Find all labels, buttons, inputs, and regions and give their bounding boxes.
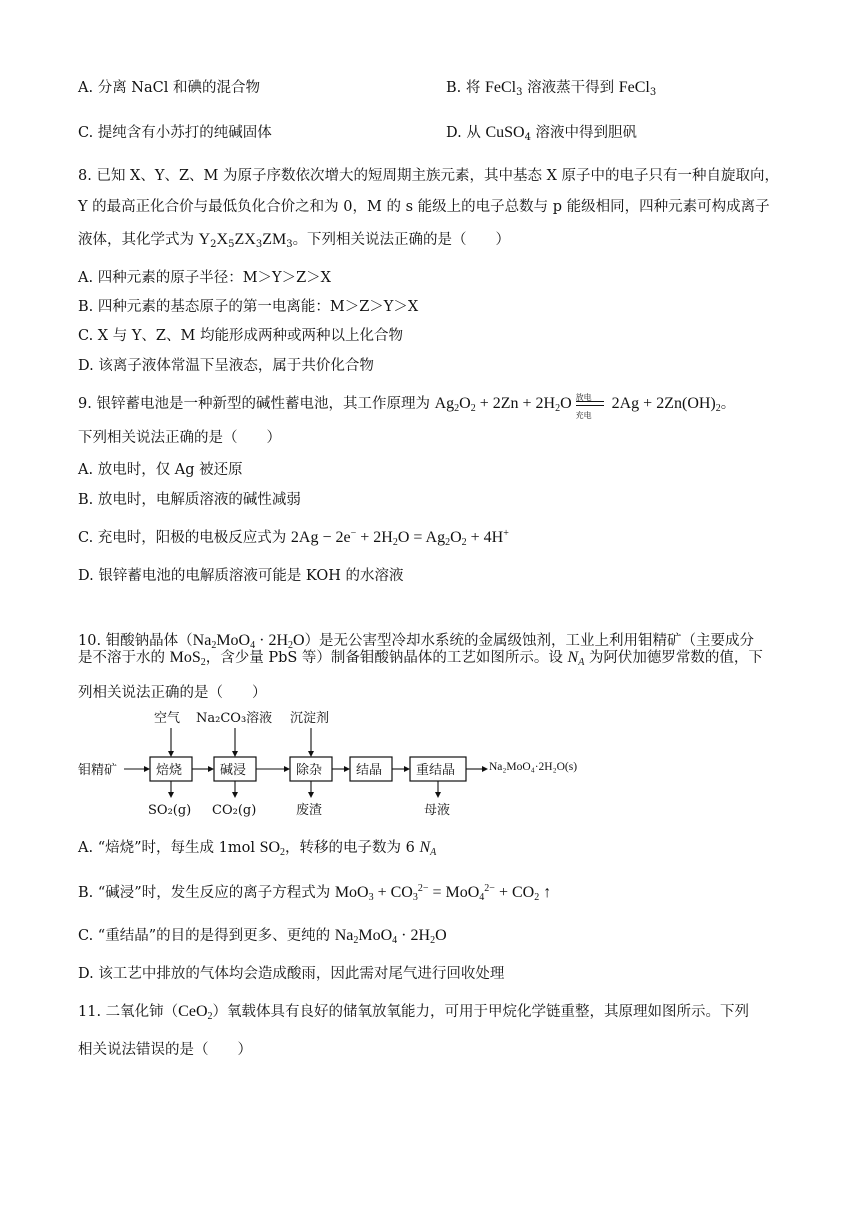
arrowhead-icon bbox=[482, 766, 488, 772]
arrowhead-icon bbox=[435, 792, 441, 798]
flow-step-leach-label: 碱浸 bbox=[220, 763, 247, 778]
q9-stem-line1: 9. 银锌蓄电池是一种新型的碱性蓄电池，其工作原理为 $Ag_2O_2 + 2Zn + 2H_2O$ 放电 充电 $2Ag + 2Zn(OH)_2$。 bbox=[78, 393, 736, 420]
q8-option-d: D. 该离子液体常温下呈液态，属于共价化合物 bbox=[78, 358, 374, 374]
q11-stem-line1: 11. 二氧化铈（CeO$_2$）氧载体具有良好的储氧放氧能力，可用于甲烷化学链重整，其原理如图所示。下列 bbox=[78, 1003, 749, 1022]
process-flow-diagram bbox=[78, 708, 638, 824]
q9-option-a: A. 放电时，仅 Ag 被还原 bbox=[78, 462, 243, 478]
arrowhead-icon bbox=[344, 766, 350, 772]
flow-input-air: 空气 bbox=[154, 711, 181, 726]
q10-option-c: C. “重结晶”的目的是得到更多、更纯的 $Na_2MoO_4 \cdot 2H_2O$ bbox=[78, 927, 447, 946]
q11-stem-line2: 相关说法错误的是（ ） bbox=[78, 1042, 252, 1058]
arrowhead-icon bbox=[168, 792, 174, 798]
arrowhead-icon bbox=[404, 766, 410, 772]
q9-option-d: D. 银锌蓄电池的电解质溶液可能是 KOH 的水溶液 bbox=[78, 568, 404, 584]
q8-option-a: A. 四种元素的原子半径：M＞Y＞Z＞X bbox=[78, 270, 332, 286]
q10-option-d: D. 该工艺中排放的气体均会造成酸雨，因此需对尾气进行回收处理 bbox=[78, 966, 505, 982]
q8-stem-line2: Y 的最高正化合价与最低负化合价之和为 0，M 的 s 能级上的电子总数与 p 能级相同，四种元素可构成离子 bbox=[78, 199, 770, 215]
flow-step-recrystallize-label: 重结晶 bbox=[416, 763, 456, 778]
q10-option-a: A. “焙烧”时，每生成 1mol $SO_2$，转移的电子数为 6 $N_A$ bbox=[78, 839, 437, 858]
flow-feed-label: 钼精矿 bbox=[78, 763, 118, 778]
reversible-arrow-icon: 放电 充电 bbox=[572, 394, 608, 414]
q8-stem-line3: 液体，其化学式为 $Y_2X_5ZX_3ZM_3$。下列相关说法正确的是（ ） bbox=[78, 231, 511, 250]
flow-product: Na₂MoO₄·2H₂O(s) bbox=[489, 761, 578, 773]
q7-option-d: D. 从 CuSO$_4$ 溶液中得到胆矾 bbox=[446, 124, 638, 143]
flow-step-crystallize-label: 结晶 bbox=[356, 763, 383, 778]
q9-option-c: C. 充电时，阳极的电极反应式为 $2Ag - 2e^- + 2H_2O = Ag_2O_2 + 4H^+$ bbox=[78, 528, 509, 548]
q10-stem-line1: 10. 钼酸钠晶体$(Na_2MoO_4 \cdot 2H_2O)$是无公害型冷却水系统的金属级蚀剂，工业上利用钼精矿（主要成分 bbox=[78, 632, 755, 651]
arrowhead-icon bbox=[284, 766, 290, 772]
flow-output-mother-liquor: 母液 bbox=[424, 803, 451, 818]
flow-output-so2: SO₂(g) bbox=[148, 803, 192, 818]
arrowhead-icon bbox=[232, 751, 238, 757]
q8-option-b: B. 四种元素的基态原子的第一电离能：M＞Z＞Y＞X bbox=[78, 299, 419, 315]
q7-option-c: C. 提纯含有小苏打的纯碱固体 bbox=[78, 125, 272, 141]
q10-stem-line2: 是不溶于水的 MoS$_2$，含少量 PbS 等）制备钼酸钠晶体的工艺如图所示。设 $N_A$ 为阿伏加德罗常数的值，下 bbox=[78, 649, 763, 668]
flow-step-roast-label: 焙烧 bbox=[156, 763, 183, 778]
q8-option-c: C. X 与 Y、Z、M 均能形成两种或两种以上化合物 bbox=[78, 328, 403, 344]
arrowhead-icon bbox=[308, 751, 314, 757]
q10-stem-line3: 列相关说法正确的是（ ） bbox=[78, 685, 267, 701]
arrowhead-icon bbox=[232, 792, 238, 798]
q9-stem-line2: 下列相关说法正确的是（ ） bbox=[78, 430, 281, 446]
q8-stem-line1: 8. 已知 X、Y、Z、M 为原子序数依次增大的短周期主族元素，其中基态 X 原子中的电子只有一种自旋取向， bbox=[78, 168, 780, 184]
q9-option-b: B. 放电时，电解质溶液的碱性减弱 bbox=[78, 492, 301, 508]
flow-input-precipitant: 沉淀剂 bbox=[290, 711, 330, 726]
flow-output-co2: CO₂(g) bbox=[212, 803, 257, 818]
arrowhead-icon bbox=[144, 766, 150, 772]
q7-option-b: B. 将 FeCl$_3$ 溶液蒸干得到 FeCl$_3$ bbox=[446, 79, 657, 98]
q10-option-b: B. “碱浸”时，发生反应的离子方程式为 $MoO_3 + CO_3^{2-} = MoO_4^{2-} + CO_2$ ↑ bbox=[78, 883, 552, 903]
flow-output-residue: 废渣 bbox=[296, 803, 323, 818]
arrowhead-icon bbox=[208, 766, 214, 772]
flow-step-purify-label: 除杂 bbox=[296, 763, 323, 778]
q7-option-a: A. 分离 NaCl 和碘的混合物 bbox=[78, 80, 260, 96]
flow-input-na2co3: Na₂CO₃溶液 bbox=[196, 711, 273, 726]
arrowhead-icon bbox=[308, 792, 314, 798]
arrowhead-icon bbox=[168, 751, 174, 757]
